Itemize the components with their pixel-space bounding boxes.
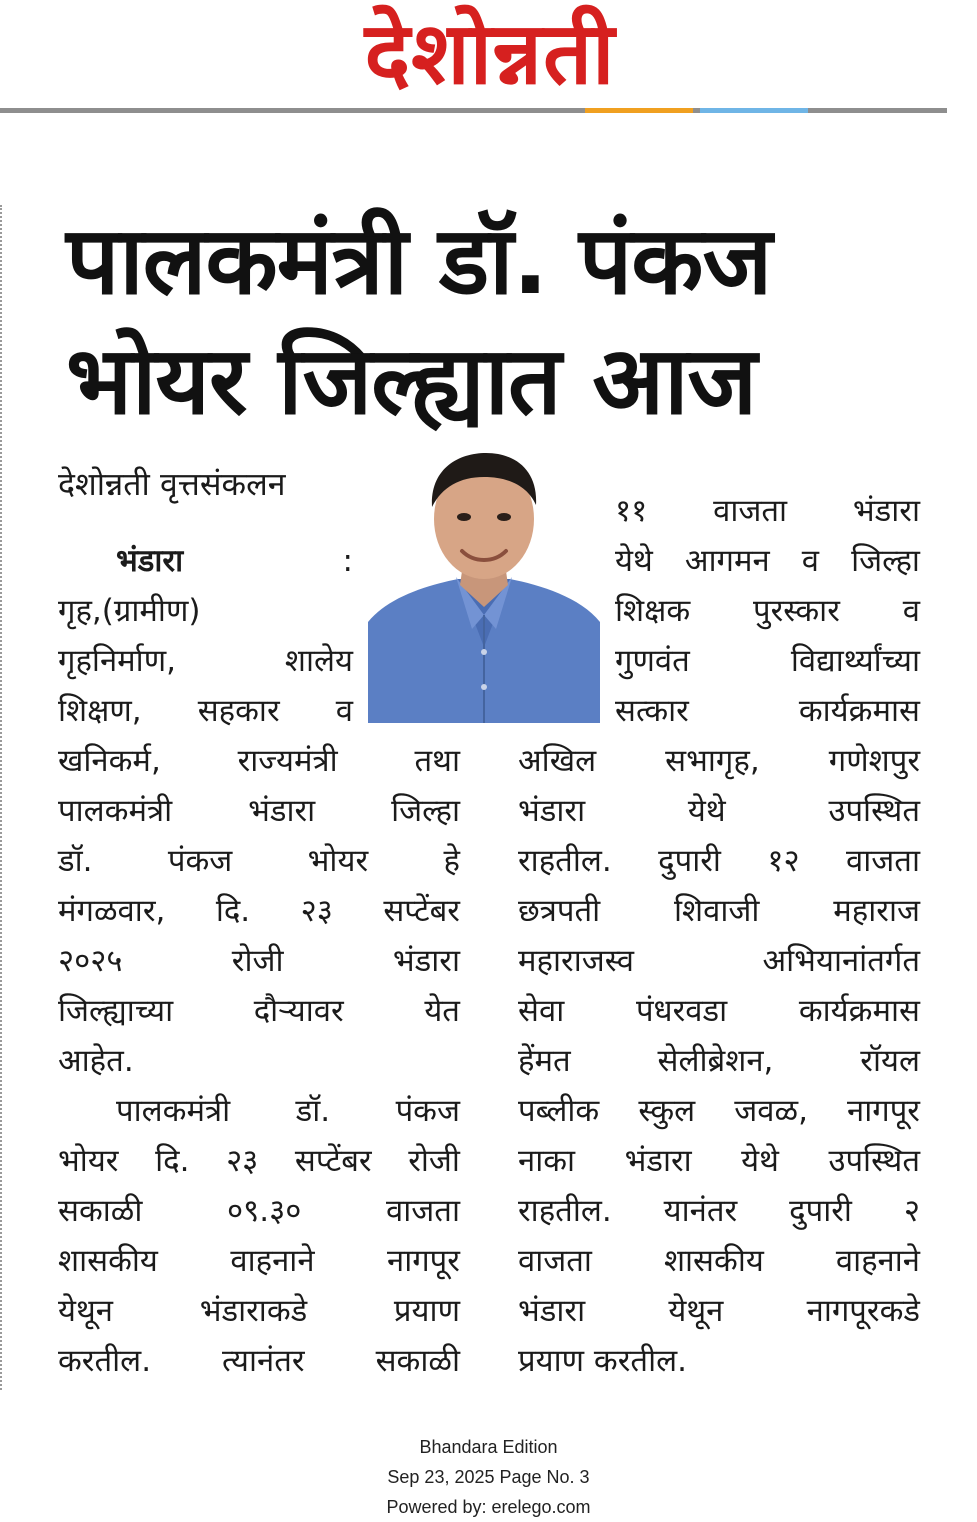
page-footer — [0, 1432, 977, 1522]
article-line — [58, 1336, 460, 1386]
article-word: यानंतर — [663, 1193, 738, 1229]
article-word: व — [902, 593, 920, 629]
article-word: सप्टेंबर — [383, 893, 460, 929]
headline-line-1: पालकमंत्री डॉ. पंकज — [66, 207, 772, 316]
article-word: सत्कार — [615, 693, 689, 729]
article-word: दुपारी — [789, 1193, 852, 1229]
article-line — [518, 886, 920, 936]
footer-date-page: Sep 23, 2025 Page No. 3 — [387, 1467, 590, 1487]
article-word: आगमन — [684, 543, 770, 579]
article-word: भंडारा — [392, 943, 460, 979]
article-word: दुपारी — [658, 843, 721, 879]
article-word: ०९.३० — [227, 1193, 302, 1229]
article-word: महाराज — [833, 893, 920, 929]
article-word: डॉ. — [295, 1093, 331, 1129]
article-word: २ — [903, 1193, 920, 1229]
article-word: पुरस्कार — [753, 593, 840, 629]
article-word: व — [801, 543, 820, 579]
article-line — [518, 736, 920, 786]
article-word: गृह,(ग्रामीण) — [58, 593, 201, 629]
article-line — [615, 686, 920, 736]
article-word: वाजता — [518, 1243, 592, 1279]
article-line — [58, 886, 460, 936]
article-word: विद्यार्थ्यांच्या — [790, 643, 920, 679]
article-line — [58, 686, 353, 736]
article-word: येथे — [741, 1143, 779, 1179]
article-word: रॉयल — [860, 1043, 920, 1079]
article-word: सभागृह, — [665, 743, 760, 779]
article-word: महाराजस्व — [518, 943, 635, 979]
article-word: जिल्ह्याच्या — [58, 993, 174, 1029]
article-word: रोजी — [231, 943, 284, 979]
article-word: नागपूर — [847, 1093, 920, 1129]
masthead-logo: देशोन्नती — [364, 4, 616, 104]
footer-powered-by: Powered by: erelego.com — [386, 1497, 591, 1517]
article-word: आहेत. — [58, 1043, 134, 1079]
article-line — [518, 1336, 920, 1386]
byline: देशोन्नती वृत्तसंकलन — [58, 465, 286, 503]
article-word: हेंमत — [518, 1043, 571, 1079]
article-line — [58, 986, 460, 1036]
article-word: नागपूर — [387, 1243, 460, 1279]
article-word: शासकीय — [58, 1243, 158, 1279]
article-word: मंगळवार, — [58, 893, 166, 929]
article-word: भंडारा — [116, 543, 184, 579]
article-line — [58, 936, 460, 986]
article-word: तथा — [414, 743, 460, 779]
article-word: भंडारा — [518, 793, 586, 829]
article-word: सकाळी — [375, 1343, 460, 1379]
article-line — [58, 786, 460, 836]
article-word: पालकमंत्री — [116, 1093, 231, 1129]
article-word: रोजी — [408, 1143, 460, 1179]
article-word: येथे — [615, 543, 653, 579]
article-word: जिल्हा — [391, 793, 460, 829]
article-word: नागपूरकडे — [806, 1293, 920, 1329]
article-word: सकाळी — [58, 1193, 143, 1229]
article-word: शासकीय — [663, 1243, 764, 1279]
article-word: त्यानंतर — [222, 1343, 305, 1379]
article-word: भंडारा — [624, 1143, 692, 1179]
article-word: २३ — [300, 893, 333, 929]
article-line — [58, 1136, 460, 1186]
article-word: : — [342, 543, 353, 579]
article-line — [518, 1086, 920, 1136]
article-word: वाजता — [846, 843, 920, 879]
article-word: वाजता — [713, 493, 788, 529]
article-line — [615, 536, 920, 586]
article-word: राज्यमंत्री — [237, 743, 338, 779]
article-word: येथे — [687, 793, 726, 829]
article-line — [58, 536, 353, 586]
article-line — [58, 1086, 460, 1136]
article-line — [615, 636, 920, 686]
article-word: भंडाराकडे — [199, 1293, 308, 1329]
article-word: भोयर — [307, 843, 369, 879]
article-word: व — [335, 693, 353, 729]
article-line — [518, 1236, 920, 1286]
article-word: पंकज — [395, 1093, 460, 1129]
article-word: भंडारा — [518, 1293, 586, 1329]
article-word: १२ — [767, 843, 800, 879]
article-word: नाका — [518, 1143, 576, 1179]
article-word: २३ — [226, 1143, 259, 1179]
article-word: उपस्थित — [828, 1143, 920, 1179]
article-word: पंकज — [167, 843, 233, 879]
article-word: स्कुल — [638, 1093, 696, 1129]
article-word: पालकमंत्री — [58, 793, 173, 829]
article-word: अखिल — [518, 743, 597, 779]
article-word: शिवाजी — [674, 893, 760, 929]
article-line — [58, 1236, 460, 1286]
article-word: सहकार — [197, 693, 280, 729]
article-word: दौऱ्यावर — [253, 993, 344, 1029]
article-word: येत — [424, 993, 460, 1029]
article-word: राहतील. — [518, 843, 612, 879]
article-word: पंधरवडा — [635, 993, 728, 1029]
article-line — [518, 1136, 920, 1186]
article-line — [58, 1286, 460, 1336]
article-word: येथून — [58, 1293, 113, 1329]
article-line — [58, 1036, 460, 1086]
article-word: गृहनिर्माण, — [58, 643, 176, 679]
article-line — [518, 1186, 920, 1236]
article-word: हे — [443, 843, 460, 879]
person-portrait-photo — [368, 447, 600, 723]
article-word: गुणवंत — [615, 643, 690, 679]
article-word: २०२५ — [58, 943, 123, 979]
article-word: दि. — [215, 893, 251, 929]
article-word: वाजता — [386, 1193, 460, 1229]
article-line — [58, 1186, 460, 1236]
headline-line-2: भोयर जिल्ह्यात आज — [66, 327, 757, 436]
article-line — [518, 986, 920, 1036]
article-word: दि. — [155, 1143, 190, 1179]
article-word: भंडारा — [248, 793, 316, 829]
article-word: वाहनाने — [835, 1243, 920, 1279]
person-portrait-icon — [368, 447, 600, 723]
article-line — [58, 836, 460, 886]
article-word: पब्लीक — [518, 1093, 600, 1129]
article-word: ११ — [615, 493, 648, 529]
article-word: भोयर — [58, 1143, 119, 1179]
article-word: गणेशपुर — [828, 743, 920, 779]
article-line — [58, 586, 353, 636]
article-line — [518, 786, 920, 836]
article-word: कार्यक्रमास — [798, 693, 920, 729]
masthead-rule-accent-blue — [700, 108, 808, 113]
article-word: सेवा — [518, 993, 565, 1029]
footer-edition: Bhandara Edition — [419, 1437, 558, 1457]
article-word: वाहनाने — [230, 1243, 315, 1279]
article-word: अभियानांतर्गत — [762, 943, 920, 979]
article-word: शिक्षण, — [58, 693, 142, 729]
article-word: सेलीब्रेशन, — [657, 1043, 774, 1079]
article-word: करतील. — [593, 1343, 687, 1379]
article-line — [615, 586, 920, 636]
article-word: सप्टेंबर — [294, 1143, 372, 1179]
article-word: राहतील. — [518, 1193, 612, 1229]
article-word: शिक्षक — [615, 593, 691, 629]
article-word: भंडारा — [852, 493, 920, 529]
article-word: उपस्थित — [828, 793, 920, 829]
article-word: कार्यक्रमास — [798, 993, 920, 1029]
article-word: छत्रपती — [518, 893, 601, 929]
article-line — [518, 836, 920, 886]
article-word: जवळ, — [734, 1093, 808, 1129]
article-line — [518, 1286, 920, 1336]
article-line — [58, 736, 460, 786]
article-line — [518, 1036, 920, 1086]
column-dotted-border — [0, 205, 2, 1390]
masthead-rule-accent-orange — [585, 108, 693, 113]
article-line — [518, 936, 920, 986]
article-word: येथून — [668, 1293, 724, 1329]
article-word: जिल्हा — [851, 543, 920, 579]
article-word: डॉ. — [58, 843, 93, 879]
article-word: करतील. — [58, 1343, 152, 1379]
article-line — [615, 486, 920, 536]
article-word: खनिकर्म, — [58, 743, 161, 779]
article-word: शालेय — [284, 643, 353, 679]
article-word: प्रयाण — [393, 1293, 460, 1329]
article-word: प्रयाण — [518, 1343, 585, 1379]
article-line — [58, 636, 353, 686]
